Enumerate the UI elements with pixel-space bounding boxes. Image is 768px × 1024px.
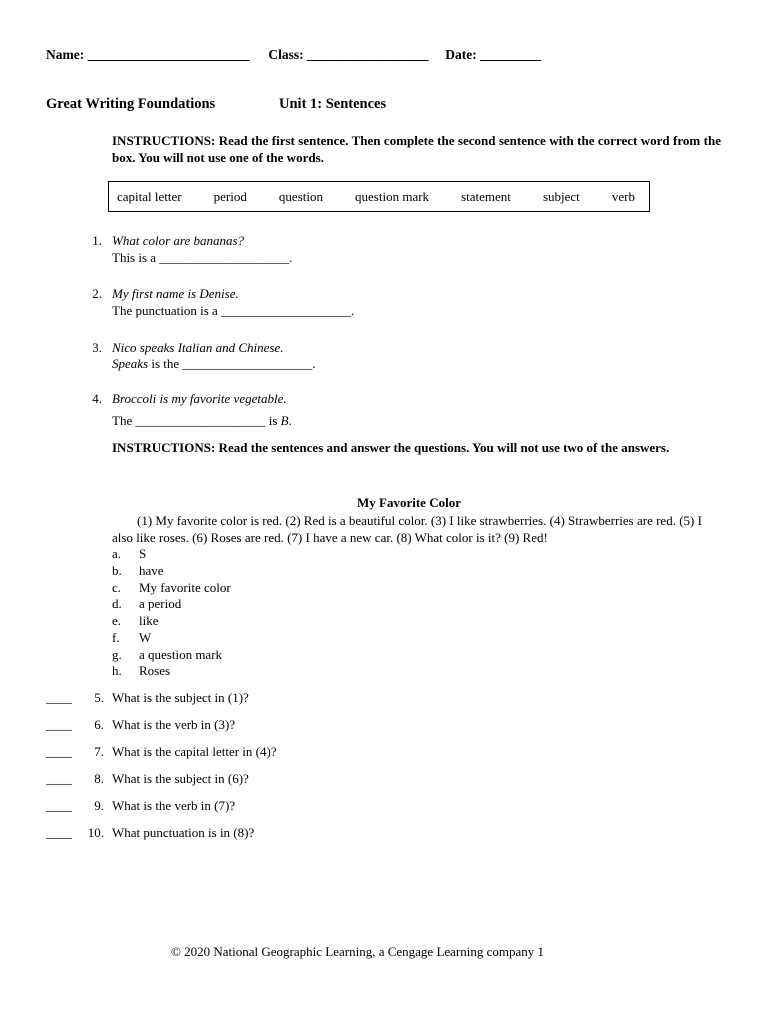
question-text: What punctuation is in (8)? (112, 825, 255, 840)
item-completion-post: . (288, 413, 292, 428)
item-completion (112, 413, 292, 429)
item-sentence: My first name is Denise. (112, 286, 239, 301)
question-text: What is the verb in (7)? (112, 798, 236, 813)
answer-blank: ____ (46, 825, 72, 840)
instructions-section-2: INSTRUCTIONS: Read the sentences and answer the questions. You will not use two of the answers. (112, 440, 670, 455)
question-number: 5. (94, 690, 104, 705)
name-blank: ________________________ (87, 47, 250, 62)
question-number: 10. (87, 825, 104, 840)
class-label: Class: (268, 47, 304, 62)
item-completion: This is a ____________________. (112, 250, 293, 265)
item-number: 1. (92, 233, 102, 248)
unit-title: Unit 1: Sentences (279, 96, 387, 112)
word-box-item: question mark (355, 188, 430, 204)
item-italic-word: Speaks (112, 356, 149, 371)
question-number: 6. (94, 717, 104, 732)
item-number: 3. (92, 340, 102, 355)
header-fields (46, 47, 541, 63)
question-number: 8. (94, 771, 104, 786)
instructions-section-1: INSTRUCTIONS: Read the first sentence. Then complete the second sentence with the correct word from the box. You will not use one of the words. (112, 133, 721, 165)
question-text: What is the verb in (3)? (112, 717, 236, 732)
item-completion-rest: is the ____________________. (148, 356, 316, 371)
class-blank: __________________ (307, 47, 429, 62)
word-box (108, 181, 650, 212)
item-completion-pre: The ____________________ is (112, 413, 281, 428)
option-letter: f. (112, 630, 120, 645)
question-number: 7. (94, 744, 104, 759)
question-text: What is the subject in (6)? (112, 771, 249, 786)
option-text: have (139, 563, 164, 578)
answer-blank: ____ (46, 771, 72, 786)
answer-blank: ____ (46, 717, 72, 732)
question-text: What is the subject in (1)? (112, 690, 249, 705)
option-text: W (139, 630, 152, 645)
item-sentence: What color are bananas? (112, 233, 245, 248)
option-letter: e. (112, 613, 122, 628)
option-letter: d. (112, 596, 122, 611)
copyright-footer: © 2020 National Geographic Learning, a Cengage Learning company 1 (171, 944, 545, 959)
word-box-item: verb (611, 188, 635, 204)
option-letter: b. (112, 563, 122, 578)
answer-blank: ____ (46, 690, 72, 705)
option-text: S (139, 546, 147, 561)
answer-blank: ____ (46, 744, 72, 759)
option-text: a question mark (139, 647, 223, 662)
option-text: a period (139, 596, 182, 611)
option-letter: a. (112, 546, 122, 561)
option-letter: c. (112, 580, 122, 595)
word-box-item: subject (542, 188, 580, 204)
word-box-item: capital letter (117, 188, 182, 204)
item-number: 4. (92, 391, 102, 406)
item-completion: The punctuation is a ____________________. (112, 303, 355, 318)
word-box-item: statement (461, 188, 511, 204)
date-blank: _________ (480, 47, 541, 62)
answer-blank: ____ (46, 798, 72, 813)
option-letter: h. (112, 663, 122, 678)
item-sentence: Broccoli is my favorite vegetable. (112, 391, 287, 406)
option-text: like (139, 613, 159, 628)
book-title: Great Writing Foundations (46, 96, 216, 112)
passage-title: My Favorite Color (357, 495, 461, 510)
item-sentence: Nico speaks Italian and Chinese. (112, 340, 284, 355)
word-box-item: question (278, 188, 323, 204)
question-number: 9. (94, 798, 104, 813)
item-completion (112, 356, 316, 372)
option-text: Roses (139, 663, 171, 678)
item-italic-word: B (280, 413, 289, 428)
word-box-item: period (213, 188, 247, 204)
name-label: Name: (46, 47, 85, 62)
item-number: 2. (92, 286, 102, 301)
option-letter: g. (112, 647, 122, 662)
date-label: Date: (445, 47, 477, 62)
question-text: What is the capital letter in (4)? (112, 744, 277, 759)
passage-text: (1) My favorite color is red. (2) Red is a beautiful color. (3) I like strawberries. (4) Strawberries are red. (5) I also like roses. (6) Roses are red. (7) I have a new car. (8) What color is it? (9) Red! (112, 513, 702, 545)
option-text: My favorite color (139, 580, 231, 595)
